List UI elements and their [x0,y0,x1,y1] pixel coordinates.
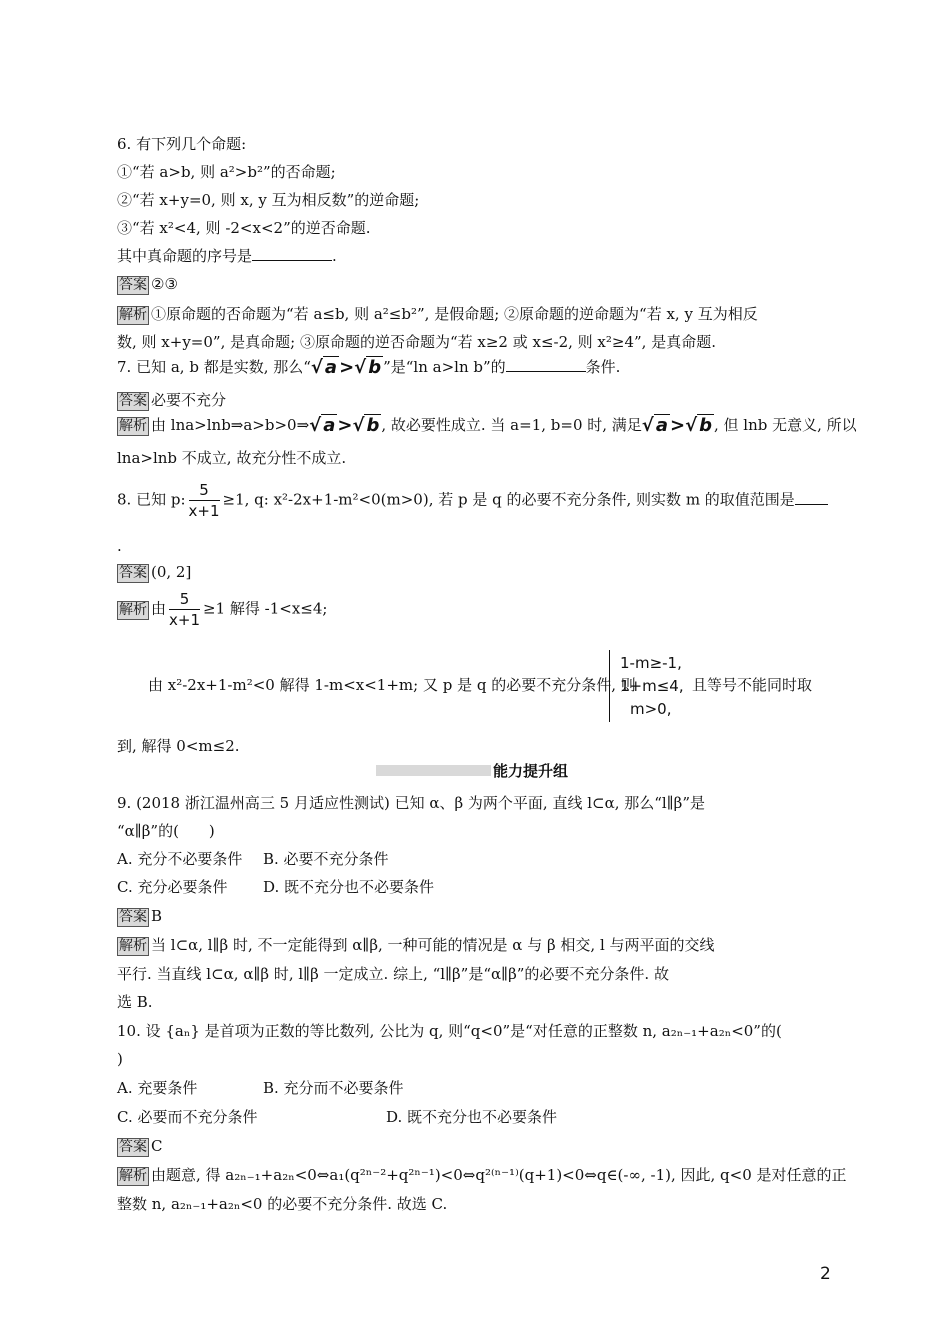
gt-sign: > [337,415,353,436]
q7-stem-b: ”是“ln a>ln b”的 [383,358,506,376]
q7-answer-text: 必要不充分 [151,391,227,409]
sqrt-a: √ a [310,357,338,378]
q6-analysis-line-2: 数, 则 x+y=0”, 是真命题; ③原命题的逆否命题为“若 x≥2 或 x≤-2, 则 x²≥4”, 是真命题. [117,333,716,351]
q10-option-c: C. 必要而不充分条件 [117,1108,258,1126]
analysis-tag: 解析 [119,938,147,954]
answer-blank [795,490,828,505]
q7-stem-c: 条件. [585,358,621,376]
q9-option-b: B. 必要不充分条件 [263,850,389,868]
q8-analysis-line-2: 由 x²-2x+1-m²<0 解得 1-m<x<1+m; 又 p 是 q 的必要不充分条件, 则 [148,676,636,694]
q10-stem-line-1: 10. 设 {aₙ} 是首项为正数的等比数列, 公比为 q, 则“q<0”是“对任意的正整数 n, a₂ₙ₋₁+a₂ₙ<0”的( [117,1022,782,1040]
sqrt-b-radicand: b [699,415,712,436]
q8-stem-end: . [117,537,122,555]
fraction-denominator: x+1 [169,611,201,629]
system-row-2: 1+m≤4, [620,677,684,695]
q10-analysis-line-1 [117,1164,847,1186]
answer-tag: 答案 [119,277,147,293]
fraction [169,589,200,630]
q6-analysis-line-1 [117,303,758,325]
q8-analysis-line-1 [117,589,327,630]
system-row-3: m>0, [630,700,672,718]
q8-analysis-line-3: 到, 解得 0<m≤2. [117,737,240,755]
sqrt-a: √ a [309,415,336,436]
system-row-1: 1-m≥-1, [620,654,682,672]
q7-answer [117,389,226,411]
q10-answer [117,1135,162,1157]
section-bar [376,765,491,776]
answer-tag: 答案 [119,909,147,925]
q9-option-d: D. 既不充分也不必要条件 [263,878,435,896]
q7-analysis-line-1 [117,414,857,437]
q6-item-2: ②“若 x+y=0, 则 x, y 互为相反数”的逆命题; [117,191,420,209]
q9-option-a: A. 充分不必要条件 [117,850,243,868]
q9-analysis-line-3: 选 B. [117,993,153,1011]
q7-analysis-1a: 由 lna>lnb⇒a>b>0⇒ [151,416,310,434]
q6-ask-text: 其中真命题的序号是 [117,247,253,265]
q10-stem-line-2: ) [117,1050,123,1068]
q6-ask: 其中真命题的序号是 . [117,247,337,265]
answer-tag: 答案 [119,565,147,581]
q7-analysis-1b: , 故必要性成立. 当 a=1, b=0 时, 满足 [381,416,642,434]
q9-analysis-text-1: 当 l⊂α, l∥β 时, 不一定能得到 α∥β, 一种可能的情况是 α 与 β 相交, l 与两平面的交线 [151,936,715,954]
q7-stem [117,356,620,379]
q6-stem: 6. 有下列几个命题: [117,135,247,153]
q6-item-3: ③“若 x²<4, 则 -2<x<2”的逆否命题. [117,219,371,237]
fraction-numerator: 5 [189,480,220,501]
q8-answer-text: (0, 2] [151,563,192,581]
fraction-numerator: 5 [169,589,200,610]
section-title: 能力提升组 [493,762,569,780]
sqrt-a-radicand: a [323,415,336,436]
q9-answer [117,905,162,927]
q10-options-cd [117,1106,558,1128]
q9-analysis-line-2: 平行. 当直线 l⊂α, α∥β 时, l∥β 一定成立. 综上, “l∥β”是“α∥β”的必要不充分条件. 故 [117,965,669,983]
q9-stem-line-2: “α∥β”的( ) [117,822,215,840]
q8-stem [117,480,828,521]
sqrt-a-radicand: a [655,415,668,436]
gt-sign: > [339,357,355,378]
q10-option-d: D. 既不充分也不必要条件 [386,1108,558,1126]
sqrt-b: √ b [685,415,712,436]
q9-stem-line-1: 9. (2018 浙江温州高三 5 月适应性测试) 已知 α、β 为两个平面, 直线 l⊂α, 那么“l∥β”是 [117,794,705,812]
q8-stem-b: ≥1, q: x²-2x+1-m²<0(m>0), 若 p 是 q 的必要不充分条件, 则实数 m 的取值范围是 [222,490,795,509]
q10-options-ab [117,1077,404,1099]
fraction-denominator: x+1 [188,502,220,520]
sqrt-b: √ b [352,415,380,436]
inequality-system [609,650,700,722]
q9-analysis-line-1 [117,934,715,956]
q10-analysis-line-2: 整数 n, a₂ₙ₋₁+a₂ₙ<0 的必要不充分条件. 故选 C. [117,1195,448,1213]
analysis-tag: 解析 [119,601,147,618]
q9-options-cd [117,876,435,898]
analysis-tag: 解析 [119,1168,147,1184]
q8-analysis-1a: 由 [151,599,167,618]
analysis-tag: 解析 [119,307,147,323]
q7-stem-a: 7. 已知 a, b 都是实数, 那么“ [117,358,311,376]
q8-analysis-line-2-tail: 且等号不能同时取 [692,676,813,694]
q8-analysis-1b: ≥1 解得 -1<x≤4; [203,599,328,618]
q6-analysis-text-1: ①原命题的否命题为“若 a≤b, 则 a²≤b²”, 是假命题; ②原命题的逆命题为“若 x, y 互为相反 [151,305,758,323]
q8-stem-a: 8. 已知 p: [117,490,186,509]
analysis-tag: 解析 [119,418,147,434]
q6-answer [117,273,178,295]
sqrt-b: √ b [354,357,382,378]
gt-sign: > [669,415,686,436]
section-header [376,760,606,782]
q7-analysis-1c: , 但 lnb 无意义, 所以 [713,416,857,434]
sqrt-b-radicand: b [366,415,380,436]
sqrt-b-radicand: b [368,357,382,378]
q9-answer-text: B [151,907,163,925]
q10-option-b: B. 充分而不必要条件 [263,1079,404,1097]
q7-analysis-line-2: lna>lnb 不成立, 故充分性不成立. [117,449,347,467]
fraction [189,480,220,521]
sqrt-a: √ a [641,415,668,436]
q10-option-a: A. 充要条件 [117,1079,198,1097]
q10-analysis-text-1: 由题意, 得 a₂ₙ₋₁+a₂ₙ<0⇔a₁(q²ⁿ⁻²+q²ⁿ⁻¹)<0⇔q²⁽ⁿ⁻¹⁾(q+1)<0⇔q∈(-∞, -1), 因此, q<0 是对任意的正 [151,1166,847,1184]
answer-tag: 答案 [119,393,147,409]
q8-answer [117,561,191,583]
q9-option-c: C. 充分必要条件 [117,878,228,896]
q9-options-ab [117,848,389,870]
answer-blank [506,357,586,372]
answer-blank [252,246,332,261]
answer-tag: 答案 [119,1139,147,1155]
q10-answer-text: C [151,1137,163,1155]
q6-item-1: ①“若 a>b, 则 a²>b²”的否命题; [117,163,336,181]
q6-answer-text: ②③ [151,275,178,293]
sqrt-a-radicand: a [324,357,338,378]
page-number: 2 [820,1264,831,1284]
